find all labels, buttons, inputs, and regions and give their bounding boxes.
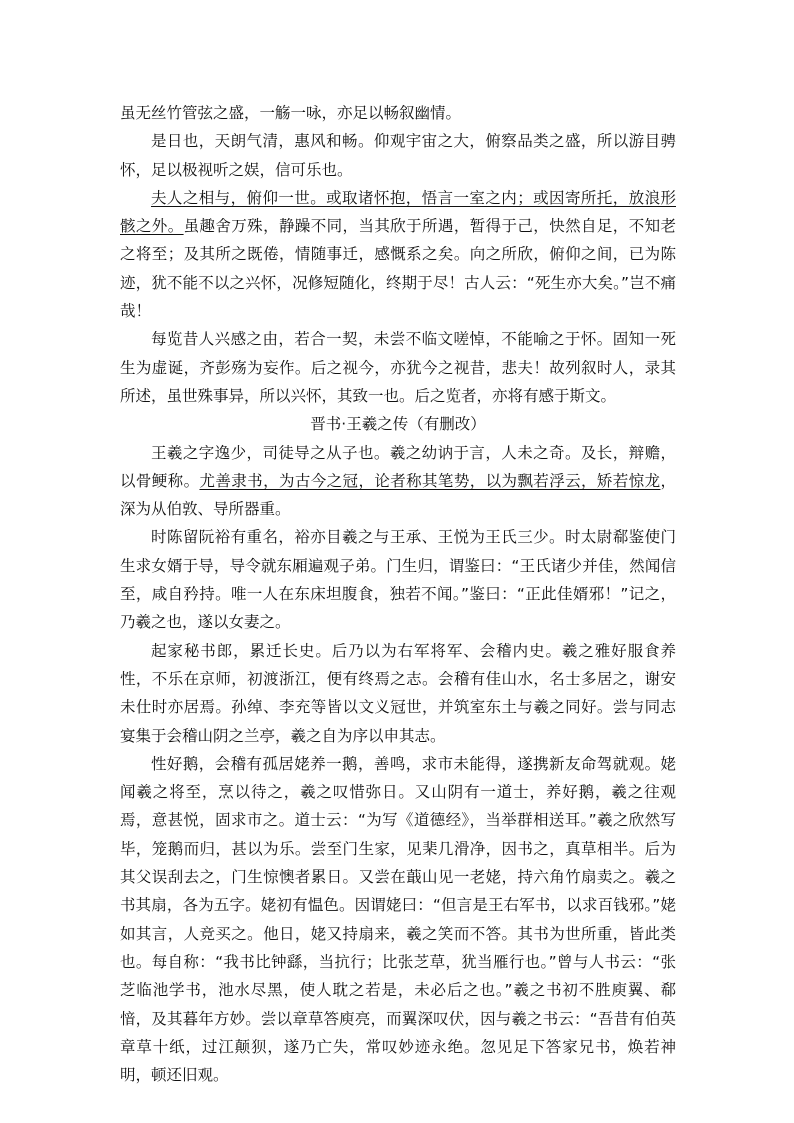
essay-paragraph-0: 虽无丝竹管弦之盛，一觞一咏，亦足以畅叙幽情。: [120, 104, 462, 122]
bio-paragraph-1: [120, 439, 676, 524]
essay-paragraph-2: [120, 184, 676, 325]
essay-paragraph-2-rest: 虽趣舍万殊，静躁不同，当其欣于所遇，暂得于己，快然自足，不知老之将至；及其所之既倦，情随事迁，感慨系之矣。向之所欣，俯仰之间，已为陈迹，犹不能不以之兴怀，况修短随化，终期于尽！古人云：“死生亦大矣。”岂不痛哉！: [120, 217, 676, 321]
essay-paragraph-1: 是日也，天朗气清，惠风和畅。仰观宇宙之大，俯察品类之盛，所以游目骋怀，足以极视听之娱，信可乐也。: [120, 132, 676, 179]
bio-paragraph-3: 起家秘书郎，累迁长史。后乃以为右军将军、会稽内史。羲之雅好服食养性，不乐在京师，初渡浙江，便有终焉之志。会稽有佳山水，名士多居之，谢安未仕时亦居焉。孙绰、李充等皆以文义冠世，并筑室东土与羲之同好。尝与同志宴集于会稽山阴之兰亭，羲之自为序以申其志。: [120, 641, 676, 745]
bio-paragraph-1-start: 王羲之字逸少，司徒导之从子也。羲之幼讷于言，人未之奇。及长，辩赡，以骨鲠称。: [120, 443, 676, 490]
underlined-sentence: 尤善隶书，为古今之冠，论者称其笔势，以为飘若浮云，矫若惊龙: [199, 471, 661, 490]
essay-paragraph-3: 每览昔人兴感之由，若合一契，未尝不临文嗟悼，不能喻之于怀。固知一死生为虚诞，齐彭殇为妄作。后之视今，亦犹今之视昔，悲夫！故列叙时人，录其所述，虽世殊事异，所以兴怀，其致一也。后之览者，亦将有感于斯文。: [120, 330, 676, 405]
bio-paragraph-1-rest: ，深为从伯敦、导所器重。: [120, 471, 676, 519]
bio-paragraph-2: 时陈留阮裕有重名，裕亦目羲之与王承、王悦为王氏三少。时太尉郗鉴使门生求女婿于导，导令就东厢遍观子弟。门生归，谓鉴曰：“王氏诸少并佳，然闻信至，咸自矜持。唯一人在东床坦腹食，独若不闻。”鉴曰：“正此佳婿邪！”记之，乃羲之也，遂以女妻之。: [120, 528, 676, 632]
bio-paragraph-4: 性好鹅，会稽有孤居姥养一鹅，善鸣，求市未能得，遂携新友命驾就观。姥闻羲之将至，烹以待之，羲之叹惜弥日。又山阴有一道士，养好鹅，羲之往观焉，意甚悦，固求市之。道士云：“为写《道德经》，当举群相送耳。”羲之欣然写毕，笼鹅而归，甚以为乐。尝至门生家，见棐几滑净，因书之，真草相半。后为其父误刮去之，门生惊懊者累日。又尝在蕺山见一老姥，持六角竹扇卖之。羲之书其扇，各为五字。姥初有愠色。因谓姥曰：“但言是王右军书，以求百钱邪。”姥如其言，人竞买之。他日，姥又持扇来，羲之笑而不答。其书为世所重，皆此类也。每自称：“我书比钟繇，当抗行；比张芝草，犹当雁行也。”曾与人书云：“张芝临池学书，池水尽黑，使人耽之若是，未必后之也。”羲之书初不胜庾翼、郗愔，及其暮年方妙。尝以章草答庾亮，而翼深叹伏，因与羲之书云：“吾昔有伯英章草十纸，过江颠狈，遂乃亡失，常叹妙迹永绝。忽见足下答家兄书，焕若神明，顿还旧观。: [120, 754, 676, 1085]
document-page: [120, 99, 676, 1089]
biography-title: 晋书·王羲之传（有删改）: [310, 415, 486, 434]
underlined-sentence: 夫人之相与，俯仰一世。或取诸怀抱，悟言一室之内；或因寄所托，放浪形骸之外。: [120, 188, 676, 236]
